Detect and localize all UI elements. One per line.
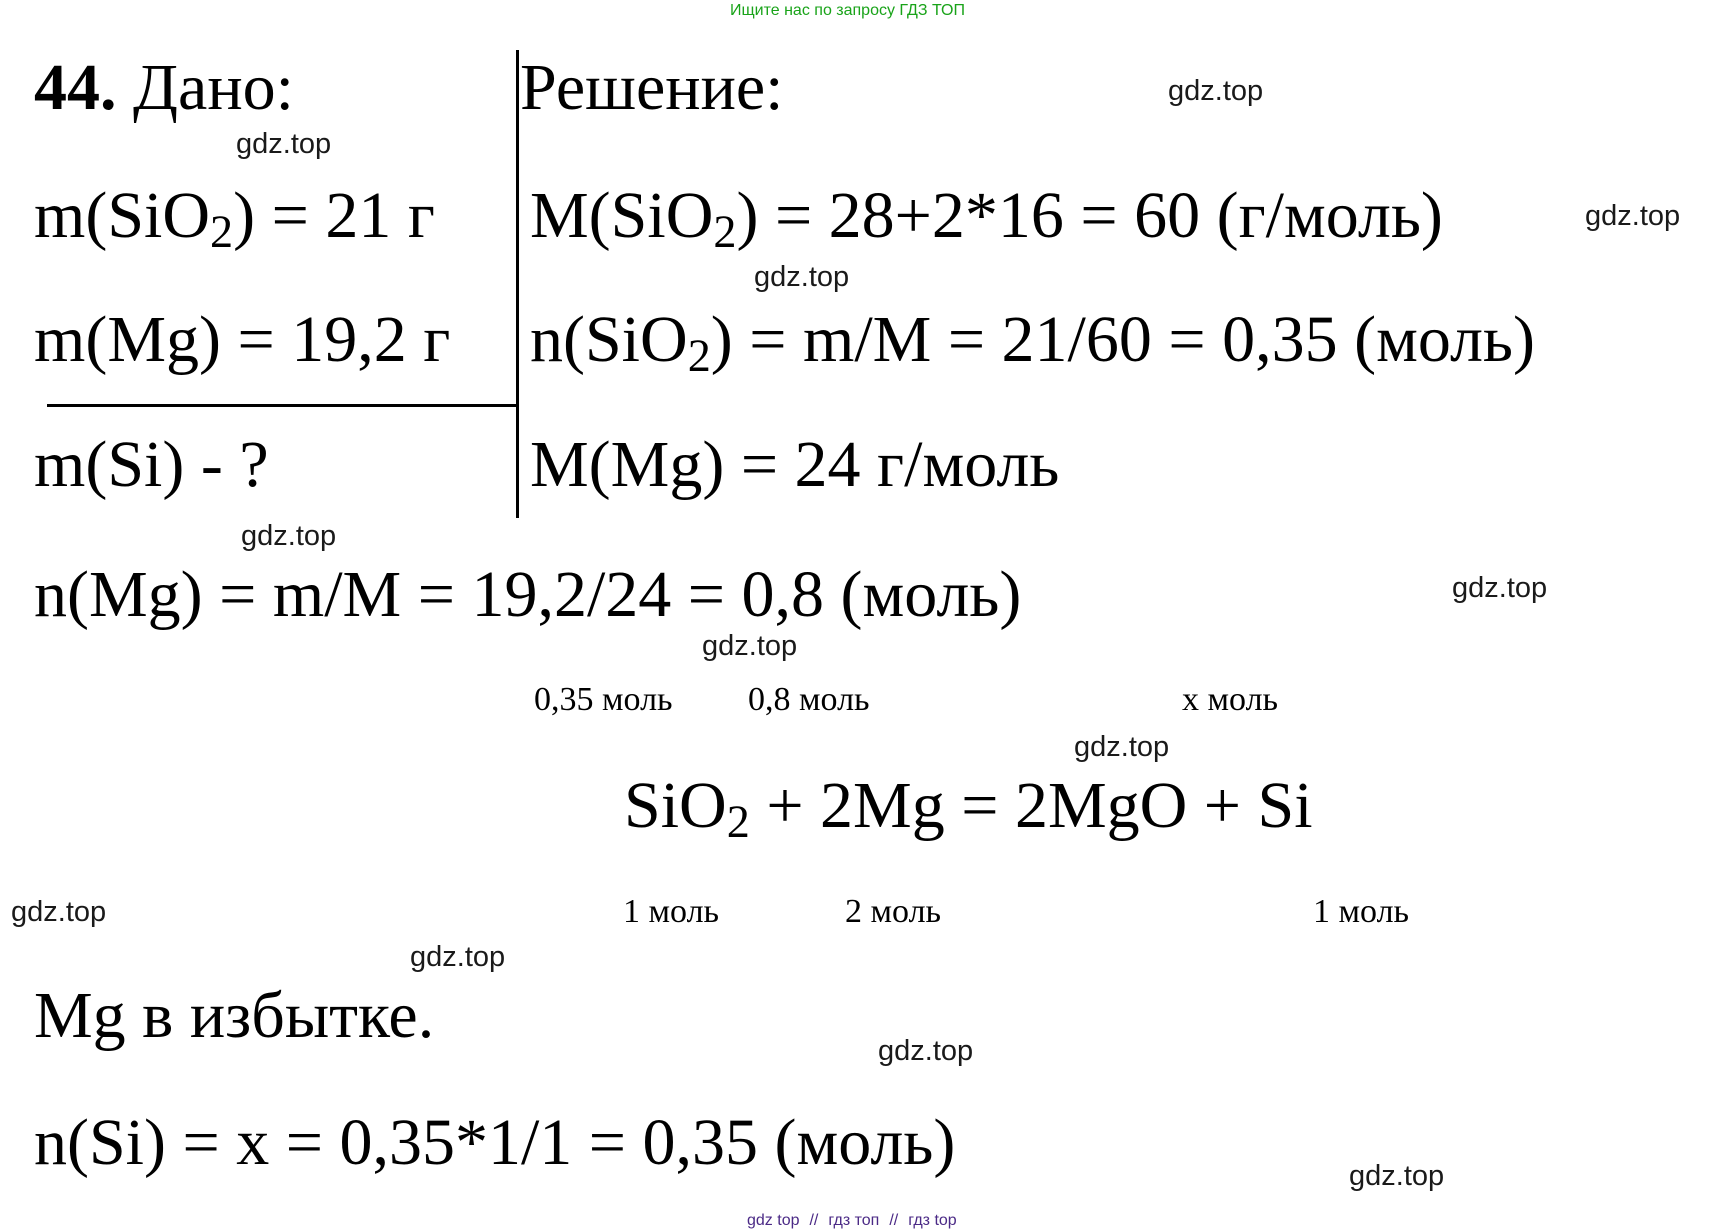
- task-header: [34, 51, 294, 124]
- reaction-sio2-given-moles: 0,35 моль: [534, 681, 673, 718]
- watermark: gdz.top: [754, 261, 850, 293]
- watermark: gdz.top: [241, 520, 337, 552]
- find-mass-si: m(Si) - ?: [34, 428, 269, 501]
- watermark: gdz.top: [878, 1035, 974, 1067]
- molar-mass-mg: M(Mg) = 24 г/моль: [530, 428, 1060, 501]
- watermark: gdz.top: [1074, 731, 1170, 763]
- given-mass-mg: m(Mg) = 19,2 г: [34, 303, 451, 376]
- molar-mass-sio2: M(SiO2) = 28+2*16 = 60 (г/моль): [530, 179, 1443, 258]
- given-mass-sio2: m(SiO2) = 21 г: [34, 179, 435, 258]
- reaction-si-coef-moles: 1 моль: [1313, 893, 1410, 930]
- given-label: Дано:: [133, 51, 294, 124]
- footer-tags: [747, 1213, 957, 1229]
- given-underline: [47, 404, 517, 407]
- watermark: gdz.top: [1349, 1160, 1445, 1192]
- watermark: gdz.top: [1168, 75, 1264, 107]
- moles-si-result: n(Si) = x = 0,35*1/1 = 0,35 (моль): [34, 1106, 956, 1179]
- search-hint-banner: Ищите нас по запросу ГДЗ ТОП: [730, 2, 965, 19]
- watermark: gdz.top: [410, 941, 506, 973]
- footer-tag: gdz top: [747, 1212, 800, 1229]
- reaction-sio2-coef-moles: 1 моль: [623, 893, 720, 930]
- footer-tag: гдз top: [908, 1212, 957, 1229]
- reaction-mg-coef-moles: 2 моль: [845, 893, 942, 930]
- task-number: 44.: [34, 51, 117, 124]
- footer-tag: гдз топ: [828, 1212, 880, 1229]
- solution-label: Решение:: [520, 51, 784, 124]
- reaction-si-unknown-moles: x моль: [1182, 681, 1279, 718]
- watermark: gdz.top: [236, 128, 332, 160]
- watermark: gdz.top: [702, 630, 798, 662]
- moles-sio2: n(SiO2) = m/M = 21/60 = 0,35 (моль): [530, 303, 1536, 382]
- footer-separator: //: [809, 1212, 819, 1229]
- excess-statement: Mg в избытке.: [34, 979, 435, 1052]
- footer-separator: //: [889, 1212, 899, 1229]
- watermark: gdz.top: [11, 896, 107, 928]
- watermark: gdz.top: [1452, 572, 1548, 604]
- vertical-divider: [516, 50, 519, 518]
- reaction-equation: SiO2 + 2Mg = 2MgO + Si: [624, 769, 1313, 848]
- moles-mg: n(Mg) = m/M = 19,2/24 = 0,8 (моль): [34, 558, 1022, 631]
- watermark: gdz.top: [1585, 200, 1681, 232]
- reaction-mg-given-moles: 0,8 моль: [748, 681, 870, 718]
